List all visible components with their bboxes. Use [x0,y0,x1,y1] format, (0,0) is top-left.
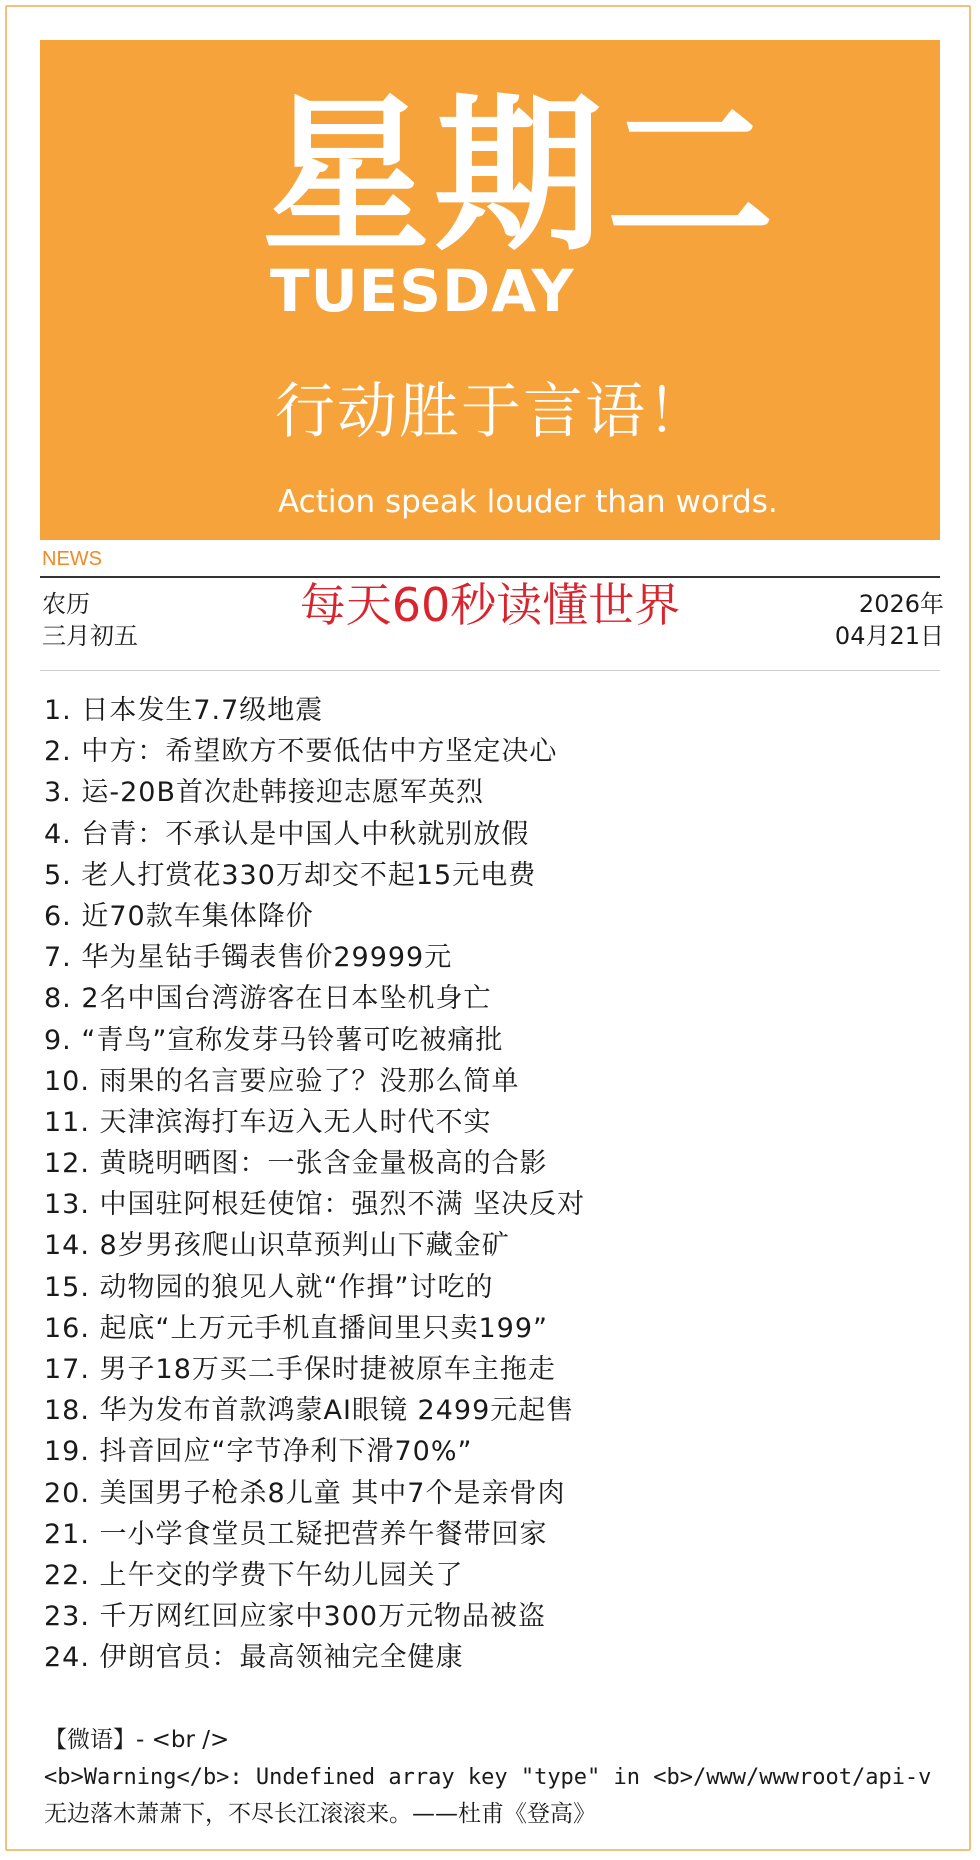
news-item: 19. 抖音回应“字节净利下滑70%” [44,1436,473,1468]
news-item: 24. 伊朗官员：最高领袖完全健康 [44,1642,464,1674]
news-item: 12. 黄晓明晒图：一张含金量极高的合影 [44,1148,548,1180]
news-item: 6. 近70款车集体降价 [44,900,314,932]
news-item: 4. 台青：不承认是中国人中秋就别放假 [44,818,530,850]
news-item: 23. 千万网红回应家中300万元物品被盗 [44,1601,547,1633]
news-item: 17. 男子18万买二手保时捷被原车主拖走 [44,1354,556,1385]
page-headline: 每天60秒读懂世界 [299,578,681,632]
weekday-en-title: TUESDAY [270,257,575,325]
weekday-banner [40,40,940,540]
weekday-cn-title: 星期二 [262,78,778,274]
news-item: 8. 2名中国台湾游客在日本坠机身亡 [44,983,492,1015]
news-item: 10. 雨果的名言要应验了？没那么简单 [44,1065,520,1097]
footer-section [44,1722,974,1833]
slogan-en: Action speak louder than words. [278,484,778,520]
news-item: 14. 8岁男孩爬山识草预判山下藏金矿 [44,1230,510,1262]
lunar-label: 农历 [42,590,90,618]
news-item: 9. “青鸟”宣称发芽马铃薯可吃被痛批 [44,1024,504,1056]
quote-line: 无边落木萧萧下，不尽长江滚滚来。——杜甫《登高》 [44,1801,596,1827]
news-item: 22. 上午交的学费下午幼儿园关了 [44,1559,464,1591]
news-item: 5. 老人打赏花330万却交不起15元电费 [44,859,537,891]
news-label: NEWS [42,548,102,570]
news-item: 7. 华为星钻手镯表售价29999元 [44,942,453,974]
php-warning-line: <b>Warning</b>: Undefined array key "type" in <b>/www/wwwroot/api-v [44,1765,932,1790]
news-item: 21. 一小学食堂员工疑把营养午餐带回家 [44,1518,548,1550]
news-list [44,690,585,1679]
news-item: 3. 运-20B首次赴韩接迎志愿军英烈 [44,777,484,809]
news-item: 15. 动物园的狼见人就“作揖”讨吃的 [44,1271,494,1303]
lunar-day: 三月初五 [42,622,138,650]
news-item: 18. 华为发布首款鸿蒙AI眼镜 2499元起售 [44,1395,575,1427]
date-day: 04月21日 [834,622,944,650]
news-item: 13. 中国驻阿根廷使馆：强烈不满 坚决反对 [44,1189,586,1221]
news-item: 20. 美国男子枪杀8儿童 其中7个是亲骨肉 [44,1477,566,1509]
news-item: 2. 中方：希望欧方不要低估中方坚定决心 [44,736,558,768]
list-divider [40,670,940,671]
news-item: 11. 天津滨海打车迈入无人时代不实 [44,1106,492,1138]
news-item: 1. 日本发生7.7级地震 [44,695,324,726]
slogan-cn: 行动胜于言语！ [275,377,709,447]
date-year: 2026年 [858,590,944,618]
weiyu-line: 【微语】- <br /> [44,1727,230,1753]
gregorian-date [835,588,944,652]
news-item: 16. 起底“上万元手机直播间里只卖199” [44,1312,549,1344]
